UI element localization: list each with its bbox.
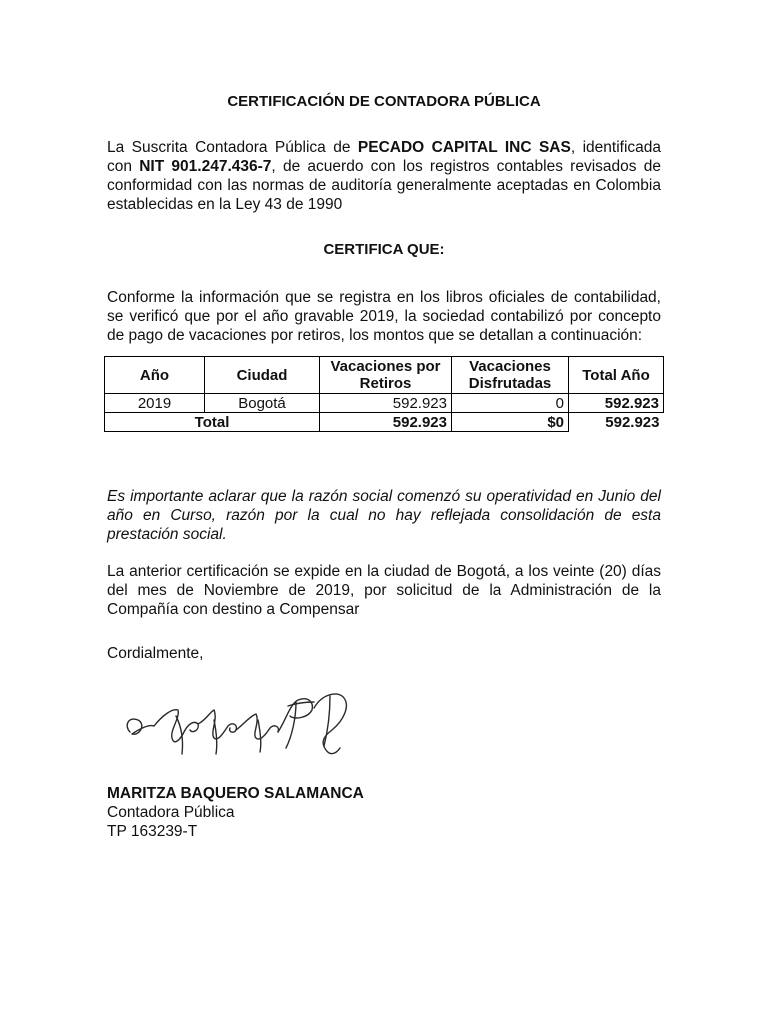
header-ciudad: Ciudad xyxy=(205,357,320,394)
intro-text-2: , identificada con xyxy=(107,139,662,175)
header-vacaciones-retiros: Vacaciones por Retiros xyxy=(320,357,452,394)
expide-paragraph: La anterior certificación se expide en la ciudad de Bogotá, a los veinte (20) días del mes de Noviembre de 2019, por solicitud de la Administración de la Compañía con destino a Compensar xyxy=(107,563,661,618)
table-total-row xyxy=(105,413,664,432)
certifica-heading: CERTIFICA QUE: xyxy=(323,241,445,258)
cell-ano: 2019 xyxy=(105,394,205,413)
company-name: PECADO CAPITAL INC SAS xyxy=(357,139,571,156)
total-vacaciones-disfrutadas: $0 xyxy=(452,413,569,432)
signer-name: MARITZA BAQUERO SALAMANCA xyxy=(107,785,364,802)
closing-text: Cordialmente, xyxy=(107,645,204,662)
intro-paragraph xyxy=(107,138,661,214)
total-label: Total xyxy=(105,413,320,432)
company-nit: NIT 901.247.436-7 xyxy=(139,158,272,175)
handwritten-signature xyxy=(118,680,358,760)
signer-tp: TP 163239-T xyxy=(107,823,198,840)
header-vacaciones-disfrutadas: Vacaciones Disfrutadas xyxy=(452,357,569,394)
document-title: CERTIFICACIÓN DE CONTADORA PÚBLICA xyxy=(227,93,541,110)
total-vacaciones-retiros: 592.923 xyxy=(320,413,452,432)
cell-vacaciones-retiros: 592.923 xyxy=(320,394,452,413)
cell-total-ano: 592.923 xyxy=(569,394,664,413)
conforme-paragraph: Conforme la información que se registra en los libros oficiales de contabilidad, se verificó que por el año gravable 2019, la sociedad contabilizó por concepto de pago de vacaciones por retiros, los montos que se detallan a continuación: xyxy=(107,289,661,344)
vacaciones-table xyxy=(104,356,664,432)
signer-block xyxy=(107,784,364,841)
total-total-ano: 592.923 xyxy=(605,413,660,431)
note-paragraph: Es importante aclarar que la razón social comenzó su operatividad en Junio del año en Curso, razón por la cual no hay reflejada consolidación de esta prestación social. xyxy=(107,488,661,543)
intro-text-1: La Suscrita Contadora Pública de xyxy=(107,139,358,156)
cell-vacaciones-disfrutadas: 0 xyxy=(452,394,569,413)
table-header-row xyxy=(105,357,664,394)
header-total-ano: Total Año xyxy=(569,357,664,394)
signer-role: Contadora Pública xyxy=(107,804,235,821)
cell-ciudad: Bogotá xyxy=(205,394,320,413)
table-row xyxy=(105,394,664,413)
intro-text-3: , de acuerdo con los registros contables revisados de conformidad con las normas de auditoría generalmente aceptadas en Colombia establecidas en la Ley 43 de 1990 xyxy=(107,158,661,213)
header-ano: Año xyxy=(105,357,205,394)
